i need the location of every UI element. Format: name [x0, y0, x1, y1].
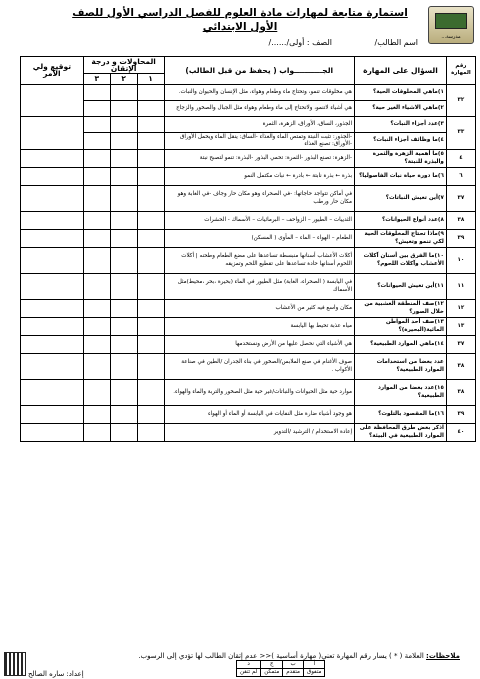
skill-question: ١٠)ما الفرق بين أسنان آكلات الأعشاب وآكلات اللحوم؟ — [355, 248, 447, 274]
skill-answer: الثدييات – الطيور – الزواحف – البرمائيات – الأسماك - الحشرات — [164, 212, 355, 230]
skill-number: ٤٠ — [446, 424, 475, 442]
skill-answer: صوف الأغنام في صنع الملابس/الصخور في بناء الجدران /الطين في صناعة الأكواب . — [164, 354, 355, 380]
attempt-cell[interactable] — [110, 168, 137, 186]
attempt-cell[interactable] — [137, 336, 164, 354]
grade-word-b: متقدم — [283, 669, 304, 677]
skill-number: ٣٨ — [446, 380, 475, 406]
parent-signature-cell[interactable] — [21, 168, 84, 186]
table-row — [21, 300, 476, 318]
parent-signature-cell[interactable] — [21, 380, 84, 406]
skill-answer: مياه عذبة تحيط بها اليابسة — [164, 318, 355, 336]
attempt-cell[interactable] — [83, 354, 110, 380]
logo-caption: مدرسة... — [441, 34, 461, 40]
table-row — [21, 168, 476, 186]
skill-answer: هي مخلوقات تنمو، وتحتاج ماء وطعام وهواء، مثل الإنسان والحيوان والنبات. — [164, 84, 355, 100]
skill-answer: هي الأشياء التي نحصل عليها من الأرض ونستخدمها — [164, 336, 355, 354]
skill-answer: في أماكن تتواجد حاجاتها: -في الصحراء وهو مكان حار وجاف -في الغابة وهو مكان حار ورطب — [164, 186, 355, 212]
table-row — [21, 230, 476, 248]
book-icon — [435, 13, 467, 29]
parent-signature-cell[interactable] — [21, 116, 84, 149]
attempt-cell[interactable] — [137, 300, 164, 318]
skill-answer: هو وجود أشياء ضارة مثل النفايات في اليابسة أو الماء أو الهواء — [164, 406, 355, 424]
attempt-cell[interactable] — [83, 186, 110, 212]
grade-word-c: متمكن — [261, 669, 283, 677]
attempt-cell[interactable] — [137, 274, 164, 300]
parent-signature-cell[interactable] — [21, 186, 84, 212]
table-row — [21, 424, 476, 442]
attempt-cell[interactable] — [83, 150, 110, 168]
student-name-label: اسم الطالب/ — [374, 38, 418, 47]
attempt-cell[interactable] — [110, 300, 137, 318]
col-answer: الجـــــــــــواب ( يحفظ من قبل الطالب) — [164, 57, 355, 85]
skill-answer: -الجذور: تثبت النبتة وتمتص الماء والغذاء -الساق: ينقل الماء ويحمل الأوراق -الأوراق: تصنع الغذاء — [164, 132, 355, 149]
col-question: السؤال على المهارة — [355, 57, 447, 85]
table-row — [21, 84, 476, 100]
grade-letter-a: أ — [303, 661, 325, 669]
student-info-line — [30, 38, 418, 47]
attempt-cell[interactable] — [110, 150, 137, 168]
attempt-cell[interactable] — [83, 274, 110, 300]
attempt-cell[interactable] — [110, 248, 137, 274]
attempt-cell[interactable] — [83, 116, 110, 132]
skill-question: ١٦)ما المقصود بالتلوث؟ — [355, 406, 447, 424]
table-row — [21, 116, 476, 132]
parent-signature-cell[interactable] — [21, 336, 84, 354]
skill-answer: في اليابسة ( الصحراء، الغابة) مثل الطيور في الماء (بحيرة ،بحر ،محيط)مثل الأسماك — [164, 274, 355, 300]
attempt-cell[interactable] — [110, 230, 137, 248]
parent-signature-cell[interactable] — [21, 318, 84, 336]
grades-legend — [236, 660, 325, 677]
attempt-cell[interactable] — [137, 248, 164, 274]
skill-answer: الطعام – الهواء – الماء – المأوى ( المسكن) — [164, 230, 355, 248]
grade-word-a: متفوق — [303, 669, 325, 677]
skill-question: ٨)عدد أنواع الحيوانات؟ — [355, 212, 447, 230]
notes-label: ملاحظات: — [426, 652, 460, 660]
skill-number: ١١ — [446, 274, 475, 300]
attempt-cell[interactable] — [83, 406, 110, 424]
attempt-cell[interactable] — [110, 212, 137, 230]
table-row — [21, 406, 476, 424]
skill-question: عدد بعضا من استخدامات الموارد الطبيعية؟ — [355, 354, 447, 380]
skill-question: ١)ماهي المخلوقات الحية؟ — [355, 84, 447, 100]
col-parent-signature: توقيع ولي الأمر — [21, 57, 84, 85]
prepared-by: إعداد: ساره الصالح — [28, 670, 84, 678]
skill-number: ٣٨ — [446, 212, 475, 230]
attempt-cell[interactable] — [137, 186, 164, 212]
skill-question: ١٤)ماهي الموارد الطبيعية؟ — [355, 336, 447, 354]
parent-signature-cell[interactable] — [21, 424, 84, 442]
attempt-cell[interactable] — [110, 132, 137, 149]
attempt-cell[interactable] — [83, 230, 110, 248]
skill-number: ٣٧ — [446, 336, 475, 354]
attempt-cell[interactable] — [137, 424, 164, 442]
table-header-row — [21, 57, 476, 74]
attempt-cell[interactable] — [83, 248, 110, 274]
skill-number: ٣٩ — [446, 406, 475, 424]
attempt-cell[interactable] — [110, 100, 137, 116]
parent-signature-cell[interactable] — [21, 150, 84, 168]
table-row — [21, 318, 476, 336]
notes-line — [20, 652, 460, 660]
attempt-3-label: ٣ — [83, 74, 110, 84]
table-row — [21, 150, 476, 168]
attempt-cell[interactable] — [83, 168, 110, 186]
skill-number: ٣٩ — [446, 230, 475, 248]
attempt-cell[interactable] — [110, 274, 137, 300]
skill-question: ٥)ما أهمية الزهرة والثمرة والبذرة للنبتة؟ — [355, 150, 447, 168]
skill-number: ١٠ — [446, 248, 475, 274]
skill-number: ٣٢ — [446, 84, 475, 116]
attempt-cell[interactable] — [110, 116, 137, 132]
parent-signature-cell[interactable] — [21, 354, 84, 380]
attempt-cell[interactable] — [83, 318, 110, 336]
skill-answer: أكلات الأعشاب أسنانها منبسطة تساعدها على مضغ الطعام وطحنه | أكلات اللحوم أسنانها حادة تساعدها على تقطيع اللحم وتمزيقه — [164, 248, 355, 274]
skill-question: ٤)ما وظائف أجزاء النبات؟ — [355, 132, 447, 149]
attempt-cell[interactable] — [137, 354, 164, 380]
parent-signature-cell[interactable] — [21, 84, 84, 116]
parent-signature-cell[interactable] — [21, 248, 84, 274]
skill-answer: موارد حية مثل الحيوانات والنباتات/غير حية مثل الصخور والتربة والماء والهواء. — [164, 380, 355, 406]
attempt-cell[interactable] — [137, 132, 164, 149]
school-logo — [428, 6, 474, 44]
attempt-cell[interactable] — [110, 336, 137, 354]
attempt-cell[interactable] — [110, 354, 137, 380]
attempt-2-label: ٢ — [110, 74, 137, 84]
grade-letter-b: ب — [283, 661, 304, 669]
attempt-cell[interactable] — [137, 116, 164, 132]
attempt-cell[interactable] — [83, 84, 110, 100]
attempt-cell[interactable] — [137, 380, 164, 406]
skill-answer: مكان واسع فيه كثير من الأعشاب — [164, 300, 355, 318]
table-row — [21, 380, 476, 406]
parent-signature-cell[interactable] — [21, 230, 84, 248]
qr-code-icon — [4, 652, 26, 676]
attempt-cell[interactable] — [137, 406, 164, 424]
attempt-cell[interactable] — [83, 336, 110, 354]
skill-number: ٣٧ — [446, 186, 475, 212]
parent-signature-cell[interactable] — [21, 212, 84, 230]
skill-question: ١٣)صف أحد المواطن المائية(البحيرة)؟ — [355, 318, 447, 336]
skills-table — [20, 56, 476, 442]
parent-signature-cell[interactable] — [21, 300, 84, 318]
skill-question: ٧)أين تعيش النباتات؟ — [355, 186, 447, 212]
attempt-cell[interactable] — [110, 318, 137, 336]
skill-answer: الجذور، الساق، الأوراق، الزهرة، الثمرة — [164, 116, 355, 132]
skill-question: ١١)أين تعيش الحيوانات؟ — [355, 274, 447, 300]
page-title: استمارة متابعة لمهارات مادة العلوم للفصل الدراسي الأول للصف الأول الابتدائي — [72, 7, 408, 33]
parent-signature-cell[interactable] — [21, 274, 84, 300]
attempt-1-label: ١ — [137, 74, 164, 84]
table-row — [21, 248, 476, 274]
skill-question: ٦)ما دورة حياة نبات الفاصوليا؟ — [355, 168, 447, 186]
skill-question: ٢)ماهي الاشياء الغير حية؟ — [355, 100, 447, 116]
skill-question: ٩)ماذا تحتاج المخلوقات الحية لكي تنمو وتعيش؟ — [355, 230, 447, 248]
attempt-cell[interactable] — [83, 100, 110, 116]
col-skill-number: رقم المهارة — [446, 57, 475, 85]
skill-answer: هي أشياء لاتنمو، ولاتحتاج إلى ماء وطعام وهواء مثل الجبال والصخور والزجاج — [164, 100, 355, 116]
table-row — [21, 354, 476, 380]
table-row — [21, 132, 476, 149]
parent-signature-cell[interactable] — [21, 406, 84, 424]
skill-answer: بذرة ← بذرة نابتة ← بادرة ← نبات مكتمل النمو — [164, 168, 355, 186]
attempt-cell[interactable] — [137, 230, 164, 248]
attempt-cell[interactable] — [83, 424, 110, 442]
skill-question: ٣)عدد أجزاء النبات؟ — [355, 116, 447, 132]
attempt-cell[interactable] — [110, 380, 137, 406]
class-label: الصف : أولى/....../ — [268, 38, 332, 47]
attempt-cell[interactable] — [137, 100, 164, 116]
attempt-cell[interactable] — [110, 186, 137, 212]
grade-letter-d: د — [237, 661, 261, 669]
table-row — [21, 336, 476, 354]
grade-letter-c: ج — [261, 661, 283, 669]
attempt-cell[interactable] — [110, 84, 137, 100]
attempt-cell[interactable] — [137, 168, 164, 186]
skill-number: ٣٣ — [446, 116, 475, 149]
attempt-cell[interactable] — [137, 150, 164, 168]
skill-number: ١٣ — [446, 318, 475, 336]
attempt-cell[interactable] — [83, 300, 110, 318]
attempt-cell[interactable] — [110, 424, 137, 442]
skill-answer: إعادة الاستخدام / الترشيد /التدوير — [164, 424, 355, 442]
skill-question: ١٥)عدد بعضا من الموارد الطبيعية؟ — [355, 380, 447, 406]
skill-question: اذكر بعض طرق المحافظة على الموارد الطبيعية في البيئة؟ — [355, 424, 447, 442]
attempt-cell[interactable] — [137, 212, 164, 230]
skill-number: ٦ — [446, 168, 475, 186]
attempt-cell[interactable] — [83, 380, 110, 406]
attempt-cell[interactable] — [110, 406, 137, 424]
skill-question: ١٢)صف المنطقة العشبية من خلال الصور؟ — [355, 300, 447, 318]
attempt-cell[interactable] — [83, 212, 110, 230]
table-row — [21, 274, 476, 300]
table-row — [21, 100, 476, 116]
skill-number: ٣٨ — [446, 354, 475, 380]
attempt-cell[interactable] — [137, 84, 164, 100]
table-row — [21, 212, 476, 230]
table-row — [21, 186, 476, 212]
notes-text: العلامة ( * ) يسار رقم المهارة تعني( مهارة أساسية )<< عدم إتقان الطالب لها تؤدي إلى الرسوب. — [138, 652, 424, 660]
attempt-cell[interactable] — [137, 318, 164, 336]
attempt-cell[interactable] — [83, 132, 110, 149]
skill-number: ٤ — [446, 150, 475, 168]
skill-number: ١٢ — [446, 300, 475, 318]
grade-word-d: لم تتقن — [237, 669, 261, 677]
col-attempts: المحاولات و درجة الإتقان — [83, 57, 164, 74]
skill-answer: -الزهرة: تصنع البذور -الثمرة: تحمي البذور -البذرة: تنمو لتصبح نبتة — [164, 150, 355, 168]
